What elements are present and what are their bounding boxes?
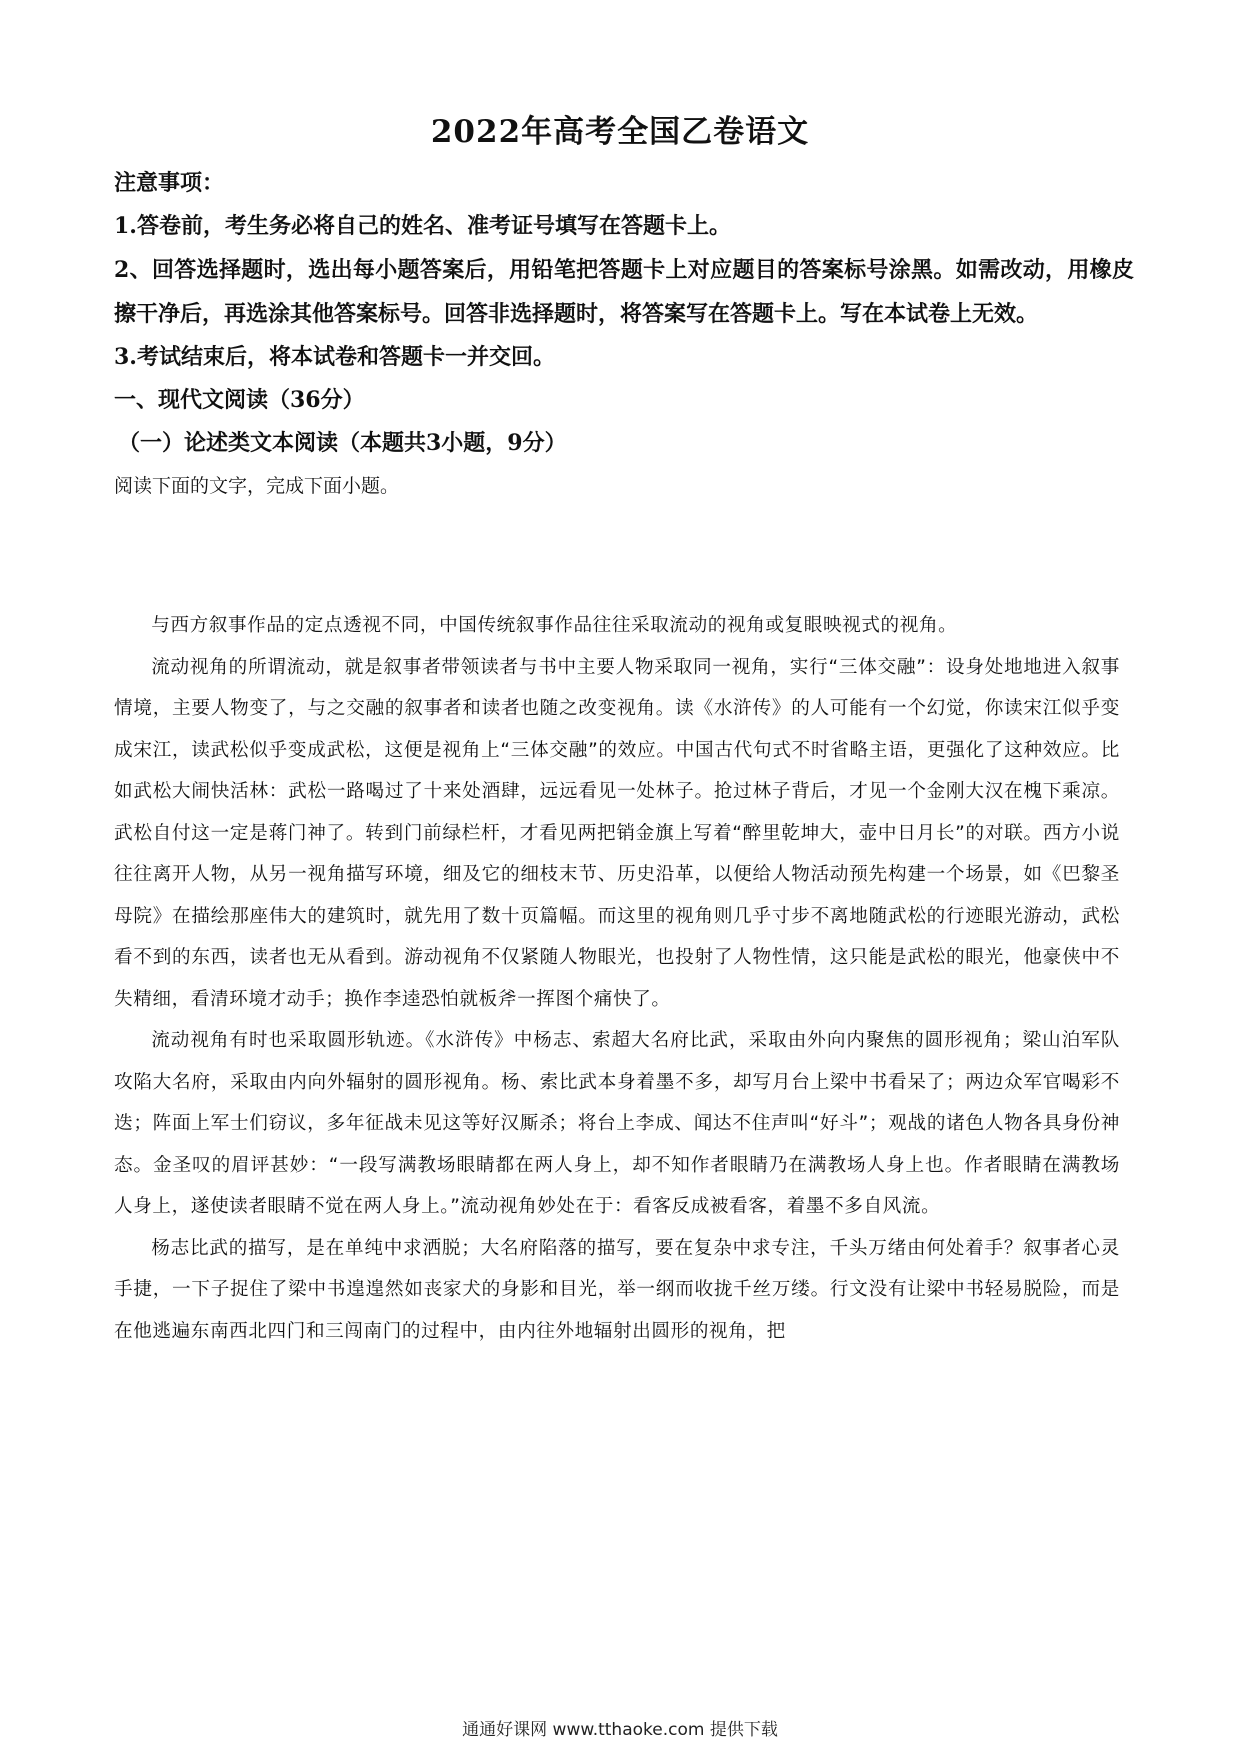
subsection-title: （一）论述类文本阅读（本题共3小题，9分） <box>118 430 567 456</box>
notice-item-2: 2、回答选择题时，选出每小题答案后，用铅笔把答题卡上对应题目的答案标号涂黑。如需改动，用橡皮擦干净后，再选涂其他答案标号。回答非选择题时，将答案写在答题卡上。写在本试卷上无效。 <box>114 257 1134 327</box>
reading-passage <box>114 605 1120 1352</box>
notice-heading: 注意事项： <box>114 170 225 196</box>
notice-item-3: 3.考试结束后，将本试卷和答题卡一并交回。 <box>114 344 555 370</box>
passage-paragraph: 杨志比武的描写，是在单纯中求洒脱；大名府陷落的描写，要在复杂中求专注，千头万绪由何处着手？叙事者心灵手捷，一下子捉住了梁中书遑遑然如丧家犬的身影和目光，举一纲而收拢千丝万缕。行文没有让梁中书轻易脱险，而是在他逃遍东南西北四门和三闯南门的过程中，由内往外地辐射出圆形的视角，把 <box>114 1237 1120 1342</box>
passage-paragraph: 流动视角的所谓流动，就是叙事者带领读者与书中主要人物采取同一视角，实行“三体交融”：设身处地地进入叙事情境，主要人物变了，与之交融的叙事者和读者也随之改变视角。读《水浒传》的人可能有一个幻觉，你读宋江似乎变成宋江，读武松似乎变成武松，这便是视角上“三体交融”的效应。中国古代句式不时省略主语，更强化了这种效应。比如武松大闹快活林：武松一路喝过了十来处酒肆，远远看见一处林子。抢过林子背后，才见一个金刚大汉在槐下乘凉。武松自付这一定是蒋门神了。转到门前绿栏杆，才看见两把销金旗上写着“醉里乾坤大，壶中日月长”的对联。西方小说往往离开人物，从另一视角描写环境，细及它的细枝末节、历史沿革，以便给人物活动预先构建一个场景，如《巴黎圣母院》在描绘那座伟大的建筑时，就先用了数十页篇幅。而这里的视角则几乎寸步不离地随武松的行迹眼光游动，武松看不到的东西，读者也无从看到。游动视角不仅紧随人物眼光，也投射了人物性情，这只能是武松的眼光，他豪侠中不失精细，看清环境才动手；换作李逵恐怕就板斧一挥图个痛快了。 <box>114 656 1120 1010</box>
passage-paragraph: 与西方叙事作品的定点透视不同，中国传统叙事作品往往采取流动的视角或复眼映视式的视角。 <box>151 615 958 636</box>
page-footer: 通通好课网 www.tthaoke.com 提供下载 <box>462 1720 778 1740</box>
reading-instruction: 阅读下面的文字，完成下面小题。 <box>114 475 400 497</box>
page-title: 2022年高考全国乙卷语文 <box>430 114 810 150</box>
notice-item-1: 1.答卷前，考生务必将自己的姓名、准考证号填写在答题卡上。 <box>114 213 731 239</box>
exam-header <box>114 162 1134 507</box>
section-title: 一、现代文阅读（36分） <box>114 387 365 413</box>
passage-paragraph: 流动视角有时也采取圆形轨迹。《水浒传》中杨志、索超大名府比武，采取由外向内聚焦的圆形视角；梁山泊军队攻陷大名府，采取由内向外辐射的圆形视角。杨、索比武本身着墨不多，却写月台上梁中书看呆了；两边众军官喝彩不迭；阵面上军士们窃议，多年征战未见这等好汉厮杀；将台上李成、闻达不住声叫“好斗”；观战的诸色人物各具身份神态。金圣叹的眉评甚妙：“一段写满教场眼睛都在两人身上，却不知作者眼睛乃在满教场人身上也。作者眼睛在满教场人身上，遂使读者眼睛不觉在两人身上。”流动视角妙处在于：看客反成被看客，着墨不多自风流。 <box>114 1030 1120 1217</box>
